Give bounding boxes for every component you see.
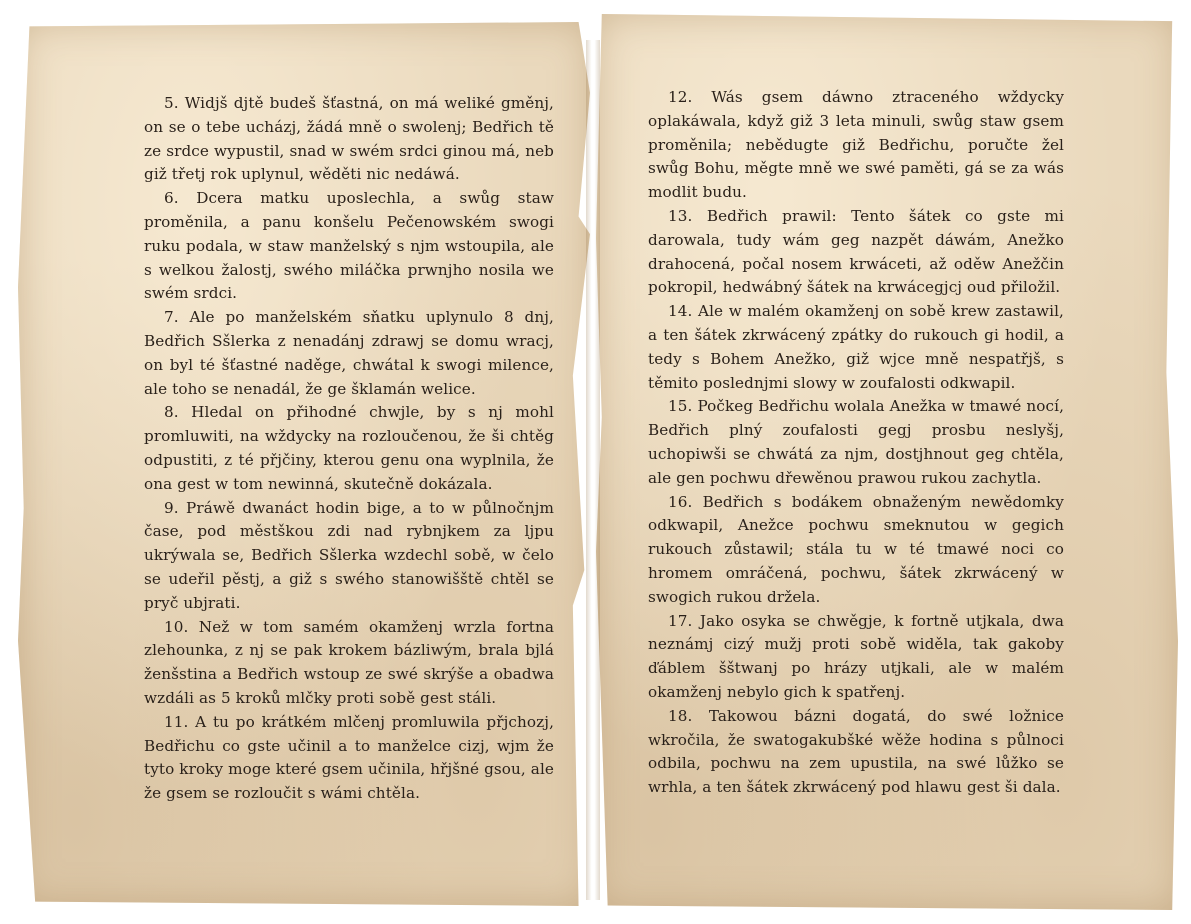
paragraph-13: 13. Bedřich prawil: Tento šátek co gste mi darowala, tudy wám geg nazpět dáwám, Anežko drahocená, počal nosem krwáceti, až oděw Anežčin pokropil, hedwábný šátek na krwácegjcj oud přiložil. bbox=[648, 206, 1064, 297]
paragraph-11: 11. A tu po krátkém mlčenj promluwila přjchozj, Bedřichu co gste učinil a to manželce cizj, wjm že tyto kroky moge které gsem učinila, hřjšné gsou, ale že gsem se rozloučit s wámi chtěla. bbox=[144, 712, 554, 803]
paragraph-17: 17. Jako osyka se chwěgje, k fortně utjkala, dwa neznámj cizý mužj proti sobě widěla, tak gakoby ďáblem šštwanj po hrázy utjkali, ale w malém okamženj nebylo gich k spatřenj. bbox=[648, 611, 1064, 701]
paragraph-16: 16. Bedřich s bodákem obnaženým newědomky odkwapil, Anežce pochwu smeknutou w gegich rukouch zůstawil; stála tu w té tmawé noci co hromem omráčená, pochwu, šátek zkrwácený w swogich rukou držela. bbox=[648, 492, 1064, 606]
paragraph-14: 14. Ale w malém okamženj on sobě krew zastawil, a ten šátek zkrwácený zpátky do rukouch gi hodil, a tedy s Bohem Anežko, giž wjce mně nespatřjš, s těmito poslednjmi slowy w zoufalosti odkwapil. bbox=[648, 302, 1064, 392]
paragraph-6: 6. Dcera matku uposlechla, a swůg staw proměnila, a panu konšelu Pečenowském swogi ruku podala, w staw manželský s njm wstoupila, ale s welkou žalostj, swého miláčka prwnjho nosila we swém srdci. bbox=[144, 189, 554, 303]
paragraph-7: 7. Ale po manželském sňatku uplynulo 8 dnj, Bedřich Sšlerka z nenadánj zdrawj se domu wracj, on byl té šťastné naděge, chwátal k swogi milence, ale toho se nenadál, že ge šklamán welice. bbox=[144, 308, 554, 398]
paragraph-5: 5. Widjš djtě budeš šťastná, on má weliké gměnj, on se o tebe ucházj, žádá mně o swolenj; Bedřich tě ze srdce wypustil, snad w swém srdci ginou má, neb giž třetj rok uplynul, wěděti nic nedáwá. bbox=[144, 94, 554, 184]
paragraph-12: 12. Wás gsem dáwno ztraceného wždycky oplakáwala, když giž 3 leta minuli, swůg staw gsem proměnila; nebědugte giž Bedřichu, poručte žel swůg Bohu, měgte mně we swé paměti, gá se za wás modlit budu. bbox=[648, 88, 1064, 202]
paragraph-8: 8. Hledal on přihodné chwjle, by s nj mohl promluwiti, na wždycky na rozloučenou, že ši chtěg odpustiti, z té přjčiny, kterou genu ona wyplnila, že ona gest w tom newinná, skutečně dokázala. bbox=[144, 403, 554, 493]
paragraph-15: 15. Počkeg Bedřichu wolala Anežka w tmawé nocí, Bedřich plný zoufalosti gegj prosbu neslyšj, uchopiwši se chwátá za njm, dostjhnout geg chtěla, ale gen pochwu dřewěnou prawou rukou zachytla. bbox=[648, 397, 1064, 487]
right-page-text bbox=[648, 86, 1064, 800]
left-page-text bbox=[144, 92, 554, 806]
page-gutter bbox=[586, 40, 600, 900]
paragraph-10: 10. Než w tom samém okamženj wrzla fortna zlehounka, z nj se pak krokem bázliwým, brala bjlá ženšstina a Bedřich wstoup ze swé skrýše a obadwa wzdáli as 5 kroků mlčky proti sobě gest stáli. bbox=[144, 617, 554, 707]
paragraph-18: 18. Takowou bázni dogatá, do swé ložnice wkročila, že swatogakubšké wěže hodina s půlnoci odbila, pochwu na zem upustila, na swé lůžko se wrhla, a ten šátek zkrwácený pod hlawu gest ši dala. bbox=[648, 706, 1064, 797]
paragraph-9: 9. Práwě dwanáct hodin bige, a to w půlnočnjm čase, pod městškou zdi nad rybnjkem za ljpu ukrýwala se, Bedřich Sšlerka wzdechl sobě, w čelo se udeřil pěstj, a giž s swého stanowišště chtěl se pryč ubjrati. bbox=[144, 498, 554, 612]
